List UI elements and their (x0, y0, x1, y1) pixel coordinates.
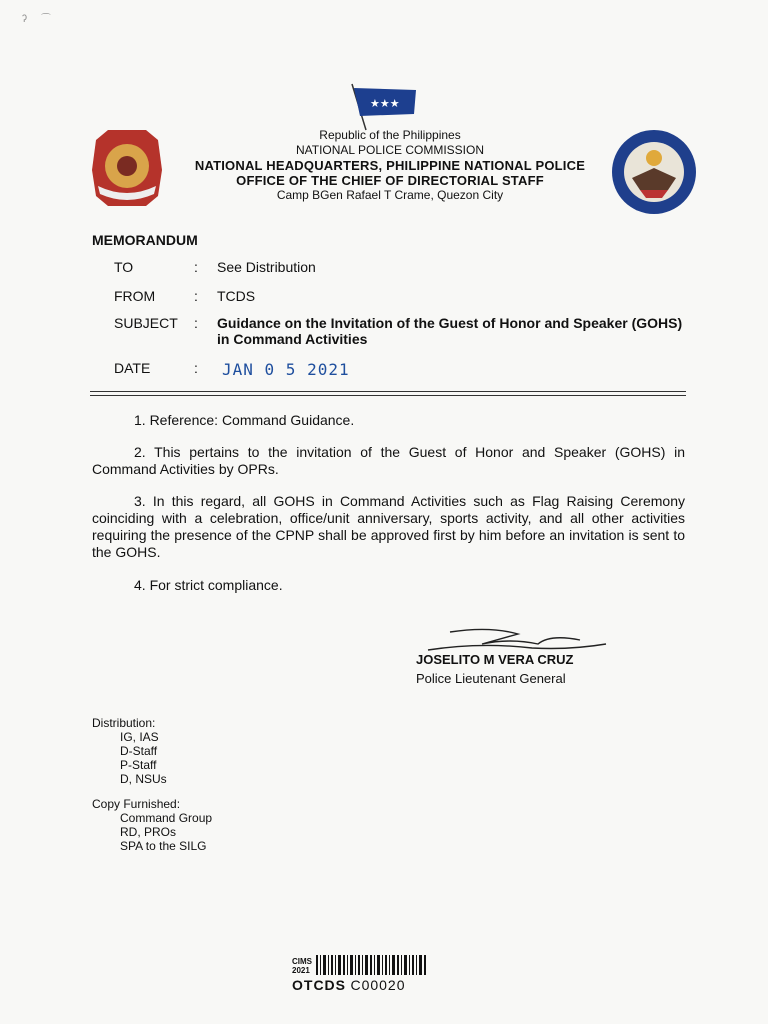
tracking-barcode (292, 955, 428, 995)
distribution-item: D-Staff (120, 744, 158, 758)
paragraph-1: 1. Reference: Command Guidance. (134, 412, 355, 428)
distribution-list (92, 716, 167, 786)
address-line: Camp BGen Rafael T Crame, Quezon City (276, 188, 504, 202)
cims-year: 2021 (292, 966, 310, 975)
distribution-label: Distribution: (92, 716, 156, 730)
general-flag-three-stars-icon (348, 82, 420, 132)
subject-label: SUBJECT (114, 315, 178, 331)
copy-furnished-item: Command Group (120, 811, 213, 825)
distribution-item: P-Staff (120, 758, 157, 772)
to-colon: : (194, 259, 198, 275)
signature-block (416, 652, 573, 686)
signatory-title: Police Lieutenant General (416, 671, 566, 686)
to-label: TO (114, 259, 134, 275)
paragraph-4: 4. For strict compliance. (134, 577, 283, 593)
cims-label: CIMS (292, 957, 312, 966)
barcode-icon (316, 955, 428, 975)
national-headquarters-seal-icon (610, 128, 698, 216)
from-value: TCDS (217, 288, 256, 304)
distribution-item: IG, IAS (120, 730, 159, 744)
paragraph-3: 3. In this regard, all GOHS in Command Activities such as Flag Raising Ceremony coinciding with a celebration, office/unit anniversary, sports activity, and all other activities requiring the presence of the CPNP shall be approved first by him before an invitation is sent to the GOHS. (92, 493, 685, 560)
copy-furnished-label: Copy Furnished: (92, 797, 181, 811)
republic-line: Republic of the Philippines (319, 128, 461, 142)
subject-colon: : (194, 315, 198, 331)
memo-title: MEMORANDUM (92, 232, 198, 248)
otcds-label: OTCDS (292, 977, 346, 993)
svg-text:★★★: ★★★ (370, 97, 400, 110)
from-label: FROM (114, 288, 156, 304)
to-value: See Distribution (217, 259, 316, 275)
tracking-code: C00020 (350, 977, 406, 993)
divider-top (90, 391, 686, 392)
subject-value: Guidance on the Invitation of the Guest of Honor and Speaker (GOHS) in Command Activities (217, 315, 683, 347)
date-label: DATE (114, 360, 151, 376)
letterhead (150, 128, 630, 203)
copy-furnished-item: SPA to the SILG (120, 839, 207, 853)
copy-furnished-list (92, 797, 212, 853)
from-colon: : (194, 288, 198, 304)
copy-furnished-item: RD, PROs (120, 825, 177, 839)
paragraph-2: 2. This pertains to the invitation of the Guest of Honor and Speaker (GOHS) in Command Activities by OPRs. (92, 444, 685, 477)
distribution-item: D, NSUs (120, 772, 167, 786)
signatory-name: JOSELITO M VERA CRUZ (416, 652, 574, 667)
headquarters-line: NATIONAL HEADQUARTERS, PHILIPPINE NATIONAL POLICE (194, 158, 586, 173)
commission-line: NATIONAL POLICE COMMISSION (295, 143, 485, 157)
date-stamp: JAN 0 5 2021 (222, 360, 350, 379)
divider-bottom (90, 395, 686, 396)
scan-corner-marks: ʔ ⌒ (22, 14, 51, 25)
date-colon: : (194, 360, 198, 376)
office-line: OFFICE OF THE CHIEF OF DIRECTORIAL STAFF (236, 173, 544, 188)
